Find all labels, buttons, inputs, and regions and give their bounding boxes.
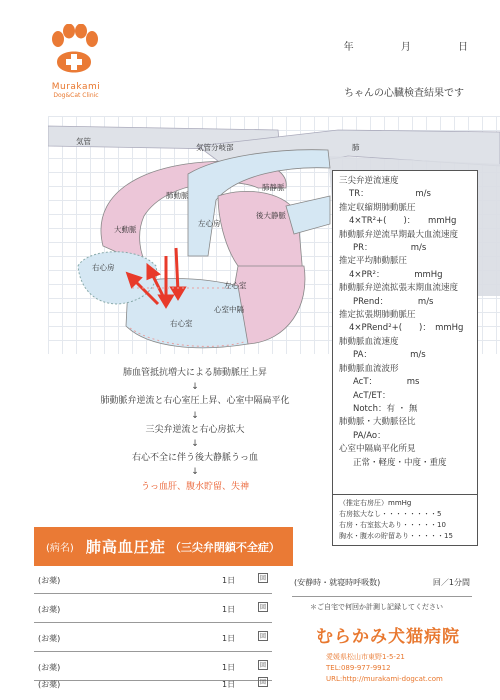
clinic-name: むらかみ犬猫病院 xyxy=(316,627,460,647)
breathing-label: (安静時・就寝時呼吸数) xyxy=(294,578,381,587)
value-line: PRend： m/s xyxy=(353,296,434,307)
disease-label: (病名) xyxy=(46,543,74,554)
date-row xyxy=(344,38,468,53)
logo-name: Murakami xyxy=(51,82,101,92)
medicine-day: 1日 xyxy=(222,576,236,585)
value-line: 心室中隔扁平化所見 xyxy=(339,444,416,455)
value-line: 推定平均肺動脈圧 xyxy=(339,256,408,267)
medicine-row[interactable] xyxy=(34,566,272,594)
medicine-label: (お薬) xyxy=(38,634,61,643)
value-line: AcT/ET： xyxy=(353,390,391,401)
breathing-unit: 回／1分間 xyxy=(432,578,470,587)
label-left-ventricle: 左心室 xyxy=(224,281,247,290)
breathing-note: ＊ご自宅で何回か計測し記録してください xyxy=(310,603,443,611)
value-line: 4×TR²+( )： mmHg xyxy=(349,216,457,227)
down-arrow-icon: ↓ xyxy=(191,439,199,450)
clinic-logo xyxy=(44,24,104,104)
value-line: 肺動脈弁逆流早期最大血流速度 xyxy=(339,229,459,240)
measurement-values-box xyxy=(332,170,478,495)
medicine-day: 1日 xyxy=(222,634,236,643)
value-line: 肺動脈・大動脈径比 xyxy=(339,417,416,428)
value-line: 推定収縮期肺動脈圧 xyxy=(339,202,416,213)
logo-subtitle: Dog&Cat Clinic xyxy=(53,92,99,99)
disease-subname: （三尖弁閉鎖不全症） xyxy=(169,540,280,554)
label-septum: 心室中隔 xyxy=(214,305,244,314)
clinic-tel: TEL:089-977-9912 xyxy=(326,664,391,672)
severity-item: 右房拡大なし・・・・・・・・5 xyxy=(339,510,442,518)
flow-step: 右心不全に伴う後大静脈うっ血 xyxy=(131,453,258,464)
medicine-day: 1日 xyxy=(222,663,236,672)
year-label: 年 xyxy=(343,42,354,53)
medicine-times: 回 xyxy=(259,679,266,686)
page-subtitle: ちゃんの心臓検査結果です xyxy=(344,88,464,99)
medicine-label: (お薬) xyxy=(38,576,61,585)
value-line: PA： m/s xyxy=(353,350,426,361)
value-line: 正常・軽度・中度・重度 xyxy=(353,457,447,468)
value-line: PA/Ao： xyxy=(353,430,386,441)
flow-result: うっ血肝、腹水貯留、失神 xyxy=(140,481,249,492)
value-line: 肺動脈弁逆流拡張末期血流速度 xyxy=(339,283,459,294)
value-line: Notch：有 ・ 無 xyxy=(353,403,418,414)
label-trachea: 気管 xyxy=(76,137,91,146)
disease-banner xyxy=(34,527,293,566)
clinic-url: URL:http://murakami-dogcat.com xyxy=(326,675,443,683)
clinic-info xyxy=(326,652,443,685)
breathing-rate-field[interactable] xyxy=(292,577,472,597)
medicine-label: (お薬) xyxy=(38,680,61,689)
label-right-ventricle: 右心室 xyxy=(170,319,193,328)
value-line: PR： m/s xyxy=(353,243,427,254)
flow-step: 三尖弁逆流と右心房拡大 xyxy=(145,424,245,435)
value-line: 三尖弁逆流速度 xyxy=(339,176,399,186)
label-left-atrium: 左心房 xyxy=(198,219,221,228)
medicine-day: 1日 xyxy=(222,680,236,689)
label-aorta: 大動脈 xyxy=(114,225,137,234)
label-lung: 肺 xyxy=(352,143,360,152)
pathophysiology-flow xyxy=(60,366,330,494)
value-line: 4×PRend²+( )： mmHg xyxy=(349,323,464,334)
label-pulmonary-artery: 肺動脈 xyxy=(166,191,189,200)
value-line: TR： m/s xyxy=(349,189,431,200)
down-arrow-icon: ↓ xyxy=(191,382,199,393)
severity-item: 右房・右室拡大あり・・・・・10 xyxy=(339,521,446,529)
flow-step: 肺動脈弁逆流と右心室圧上昇、心室中隔扁平化 xyxy=(100,396,290,407)
down-arrow-icon: ↓ xyxy=(191,410,199,421)
medicine-row[interactable] xyxy=(34,670,272,698)
clinic-address: 愛媛県松山市東野1-5-21 xyxy=(326,653,405,661)
medicine-day: 1日 xyxy=(222,605,236,614)
label-right-atrium: 右心房 xyxy=(92,263,115,272)
disease-name: 肺高血圧症 xyxy=(85,538,166,556)
medicine-times: 回 xyxy=(259,633,266,640)
medicine-times: 回 xyxy=(259,662,266,669)
down-arrow-icon: ↓ xyxy=(191,467,199,478)
label-bronchus: 気管分岐部 xyxy=(196,143,234,152)
paw-logo-icon xyxy=(48,24,100,80)
medicine-label: (お薬) xyxy=(38,605,61,614)
medicine-times: 回 xyxy=(259,575,266,582)
medicine-row[interactable] xyxy=(34,595,272,623)
value-line: 肺動脈血流速度 xyxy=(339,336,399,347)
value-line: AcT： ms xyxy=(353,377,420,388)
day-label: 日 xyxy=(458,42,468,53)
month-label: 月 xyxy=(400,42,411,53)
value-line: 肺動脈血流波形 xyxy=(339,363,399,374)
medicine-times: 回 xyxy=(259,604,266,611)
value-line: 推定拡張期肺動脈圧 xyxy=(339,310,416,321)
medicine-label: (お薬) xyxy=(38,663,61,672)
estimated-atrial-pressure-box xyxy=(332,494,478,546)
label-posterior-vena-cava: 後大静脈 xyxy=(256,211,286,220)
value-line: 4×PR²： mmHg xyxy=(349,269,443,280)
severity-title: （推定右房圧）mmHg xyxy=(339,499,412,507)
label-pulmonary-vein: 肺静脈 xyxy=(262,183,285,192)
severity-item: 胸水・腹水の貯留あり・・・・・15 xyxy=(339,532,453,540)
medicine-row[interactable] xyxy=(34,624,272,652)
flow-step: 肺血管抵抗増大による肺動脈圧上昇 xyxy=(122,368,267,378)
